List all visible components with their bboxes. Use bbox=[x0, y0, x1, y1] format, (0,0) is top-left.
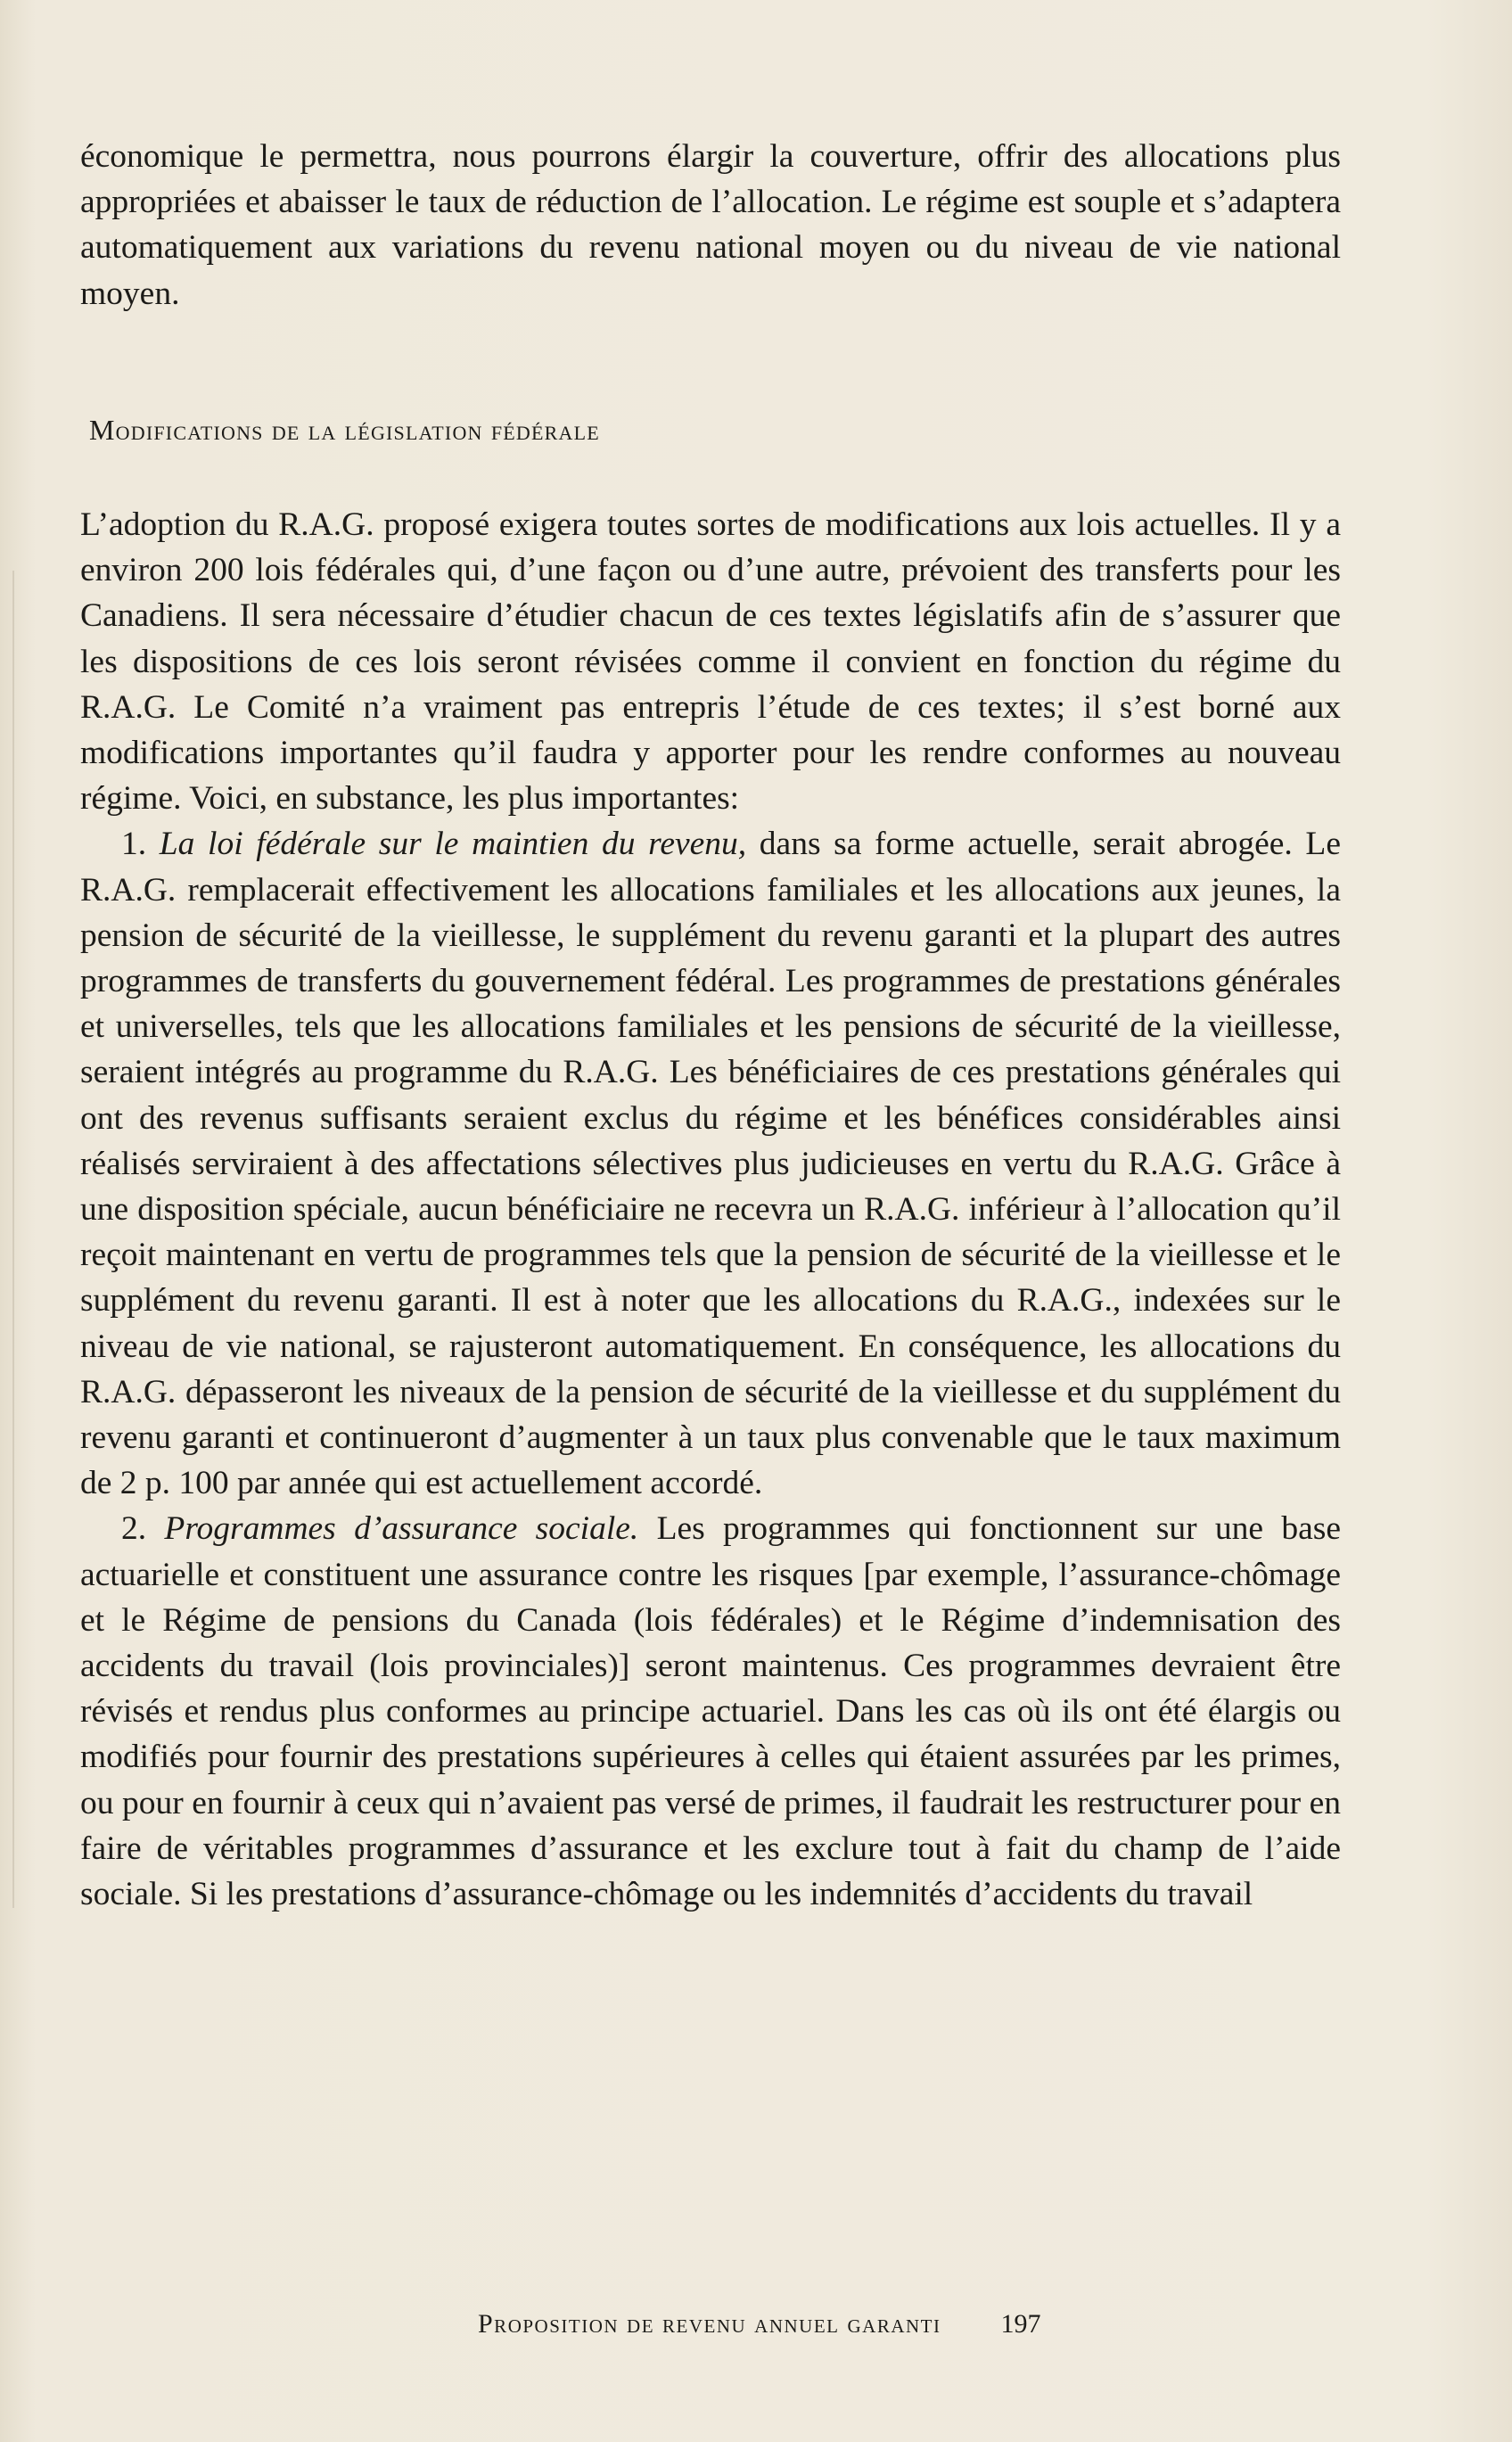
list-item-2-title: Programmes d’assurance sociale. bbox=[164, 1510, 657, 1548]
list-item-2-number: 2. bbox=[121, 1510, 165, 1548]
list-item-1-number: 1. bbox=[121, 826, 160, 863]
list-item-1-body: dans sa forme actuelle, serait abrogée. Le R.A.G. remplacerait effectivement les allocations familiales et les allocations aux jeunes, la pension de sécurité de la vieillesse, le supplément du revenu garanti et la plupart des autres programmes de transferts du gouvernement fédéral. Les programmes de prestations générales et universelles, tels que les allocations familiales et les pensions de sécurité de la vieillesse, seraient intégrés au programme du R.A.G. Les bénéficiaires de ces prestations générales qui ont des revenus suffisants seraient exclus du régime et les bénéfices considérables ainsi réalisés serviraient à des affectations sélectives plus judicieuses en vertu du R.A.G. Grâce à une disposition spéciale, aucun bénéficiaire ne recevra un R.A.G. inférieur à l’allocation qu’il reçoit maintenant en vertu de programmes tels que la pension de sécurité de la vieillesse et le supplément du revenu garanti. Il est à noter que les allocations du R.A.G., indexées sur le niveau de vie national, se rajusteront automatiquement. En conséquence, les allocations du R.A.G. dépasseront les niveaux de la pension de sécurité de la vieillesse et du supplément du revenu garanti et continueront d’augmenter à un taux plus convenable que le taux maximum de 2 p. 100 par année qui est actuellement accordé. bbox=[80, 826, 1341, 1502]
page-edge-shadow bbox=[12, 571, 14, 1908]
opening-paragraph-block bbox=[80, 134, 1341, 317]
section-body bbox=[80, 502, 1341, 1917]
list-item-2-body: Les programmes qui fonctionnent sur une base actuarielle et constituent une assurance contre les risques [par exemple, l’assurance-chômage et le Régime de pensions du Canada (lois fédérales) et le Régime d’indemnisation des accidents du travail (lois provinciales)] seront maintenus. Ces programmes devraient être révisés et rendus plus conformes au principe actuariel. Dans les cas où ils ont été élargis ou modifiés pour fournir des prestations supérieures à celles qui étaient assurées par les primes, ou pour en fournir à ceux qui n’avaient pas versé de primes, il faudrait les restructurer pour en faire de véritables programmes d’assurance et les exclure tout à fait du champ de l’aide sociale. Si les prestations d’assurance-chômage ou les indemnités d’accidents du travail bbox=[80, 1510, 1341, 1913]
list-item-2 bbox=[80, 1506, 1341, 1917]
section-heading: Modifications de la législation fédérale bbox=[89, 414, 600, 446]
list-item-1 bbox=[80, 821, 1341, 1506]
opening-paragraph: économique le permettra, nous pourrons élargir la couverture, offrir des allocations plus appropriées et abaisser le taux de réduction de l’allocation. Le régime est souple et s’adaptera automatiquement aux variations du revenu national moyen ou du niveau de vie national moyen. bbox=[80, 138, 1341, 312]
running-title: Proposition de revenu annuel garanti bbox=[478, 2309, 949, 2339]
list-item-1-title: La loi fédérale sur le maintien du revenu, bbox=[159, 826, 760, 863]
page-footer bbox=[478, 2309, 1041, 2339]
page-number: 197 bbox=[1000, 2309, 1041, 2339]
intro-paragraph: L’adoption du R.A.G. proposé exigera toutes sortes de modifications aux lois actuelles. Il y a environ 200 lois fédérales qui, d’une façon ou d’une autre, prévoient des transferts pour les Canadiens. Il sera nécessaire d’étudier chacun de ces textes législatifs afin de s’assurer que les dispositions de ces lois seront révisées comme il convient en fonction du régime du R.A.G. Le Comité n’a vraiment pas entrepris l’étude de ces textes; il s’est borné aux modifications importantes qu’il faudra y apporter pour les rendre conformes au nouveau régime. Voici, en substance, les plus importantes: bbox=[80, 506, 1341, 818]
